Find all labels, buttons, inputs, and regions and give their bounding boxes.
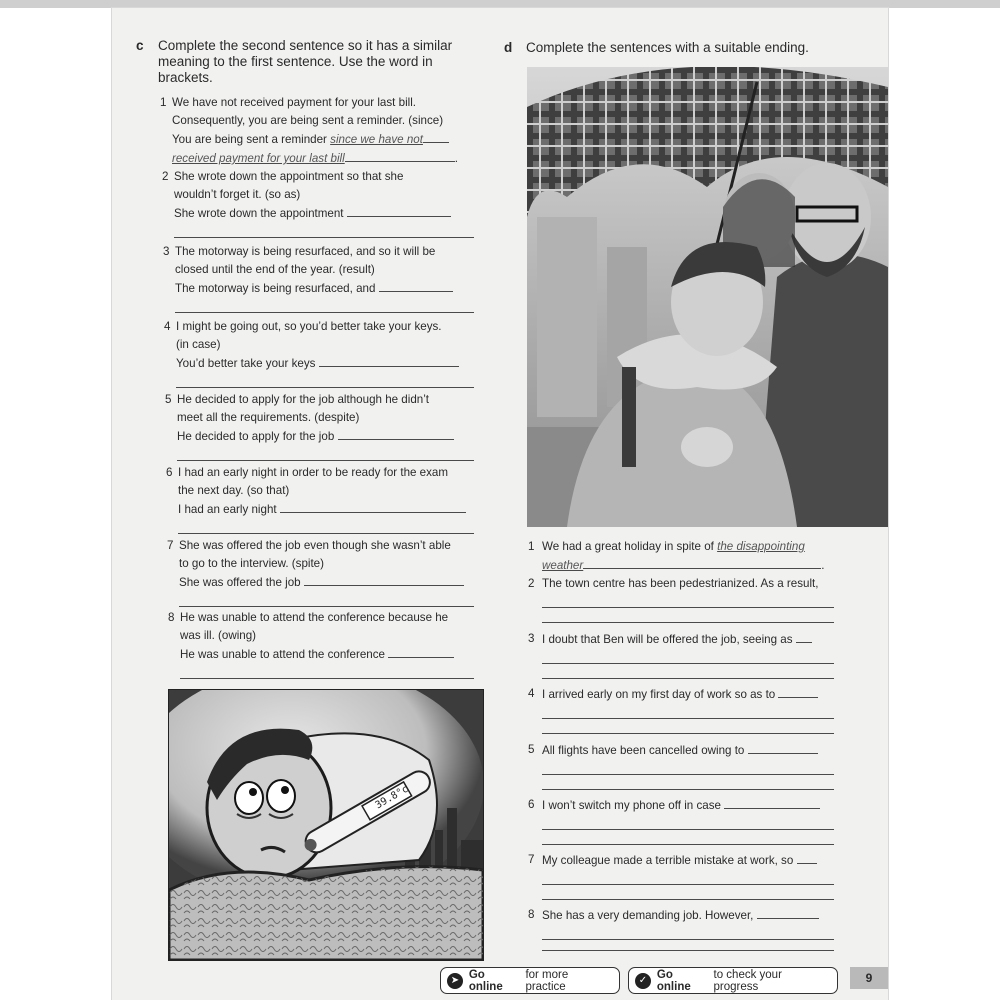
item-text: My colleague made a terrible mistake at work, so (542, 854, 794, 867)
item-number: 2 (162, 170, 169, 183)
answer-blank[interactable] (724, 796, 820, 809)
item-text: She has a very demanding job. However, (542, 909, 754, 922)
section-c-instruction-line: brackets. (158, 70, 213, 85)
answer-blank[interactable] (542, 704, 834, 719)
answer-blank[interactable] (338, 427, 454, 440)
answer-prefix: You are being sent a reminder (172, 133, 327, 146)
item-number: 4 (164, 320, 171, 333)
answer-prefix: I had an early night (178, 503, 277, 516)
answer-prefix: She was offered the job (179, 576, 301, 589)
exercise-d-item-4 (528, 685, 838, 734)
item-text: He decided to apply for the job although he didn’t (177, 393, 430, 406)
answer-blank[interactable] (542, 885, 834, 900)
item-text: All flights have been cancelled owing to (542, 744, 745, 757)
go-online-practice-button[interactable] (440, 967, 620, 994)
section-c-instruction-line: meaning to the first sentence. Use the word in (158, 54, 433, 69)
item-number: 8 (168, 611, 175, 624)
exercise-c-item-4 (164, 318, 478, 388)
item-number: 7 (167, 539, 174, 552)
answer-blank[interactable] (542, 925, 834, 940)
thermometer-reading: 39.8°c (373, 783, 411, 812)
answer-blank[interactable] (542, 760, 834, 775)
answer-blank[interactable] (179, 592, 474, 607)
sick-man-illustration (168, 689, 484, 961)
answer-blank[interactable] (748, 741, 818, 754)
exercise-c-item-7 (167, 537, 478, 607)
item-number: 1 (528, 540, 535, 553)
answer-prefix: You’d better take your keys (176, 357, 316, 370)
exercise-d-item-8 (528, 906, 838, 951)
item-number: 4 (528, 687, 535, 700)
answer-blank[interactable] (180, 664, 474, 679)
answer-blank[interactable] (583, 556, 821, 569)
answer-blank[interactable] (797, 851, 817, 864)
answer-blank[interactable] (304, 573, 464, 586)
answer-blank[interactable] (542, 815, 834, 830)
item-text: the next day. (so that) (178, 484, 290, 497)
answer-blank[interactable] (174, 223, 474, 238)
answer-blank[interactable] (542, 593, 834, 608)
item-text: I won’t switch my phone off in case (542, 799, 721, 812)
answer-blank[interactable] (542, 775, 834, 790)
exercise-d-item-3 (528, 630, 838, 679)
family-umbrella-photo (527, 67, 888, 527)
item-text: I doubt that Ben will be offered the job, seeing as (542, 633, 793, 646)
item-text: closed until the end of the year. (result) (175, 263, 375, 276)
page-top-edge (0, 0, 1000, 8)
item-text: wouldn’t forget it. (so as) (174, 188, 301, 201)
answer-blank[interactable] (175, 298, 474, 313)
answer-prefix: He was unable to attend the conference (180, 648, 385, 661)
answer-blank[interactable] (542, 664, 834, 679)
answer-blank[interactable] (542, 608, 834, 623)
answer-blank[interactable] (280, 500, 466, 513)
answer-blank[interactable] (379, 279, 453, 292)
exercise-c-item-2 (162, 168, 478, 238)
handwritten-answer: since we have not (330, 133, 423, 146)
answer-blank[interactable] (177, 446, 474, 461)
item-number: 8 (528, 908, 535, 921)
handwritten-answer: weather (542, 559, 584, 572)
exercise-c-item-1: 1 We have not received payment for your last bill. Consequently, you are being sent a reminder. (since) You are being sent a reminder since we have not received payment for your last bill . (172, 94, 478, 168)
exercise-d-item-1: 1 We had a great holiday in spite of the disappointing weather . (528, 540, 825, 572)
button-label: to check your progress (713, 968, 782, 993)
exercise-d-item-7 (528, 851, 838, 900)
sick-man-drawing (169, 690, 483, 960)
answer-blank[interactable] (542, 870, 834, 885)
answer-blank[interactable] (178, 519, 474, 534)
item-text: The town centre has been pedestrianized. As a result, (542, 577, 819, 590)
item-text: meet all the requirements. (despite) (177, 411, 360, 424)
button-label: for more practice (525, 968, 569, 993)
answer-blank[interactable] (347, 204, 451, 217)
item-number: 6 (528, 798, 535, 811)
answer-blank[interactable] (542, 830, 834, 845)
item-text: Consequently, you are being sent a reminder. (since) (172, 114, 444, 127)
answer-blank[interactable] (796, 630, 812, 643)
item-text: The motorway is being resurfaced, and so it will be (175, 245, 436, 258)
item-text: She wrote down the appointment so that she (174, 170, 404, 183)
item-number: 6 (166, 466, 173, 479)
checkmark-icon: ✓ (635, 973, 651, 989)
go-online-progress-button[interactable] (628, 967, 838, 994)
section-c-instruction-line: Complete the second sentence so it has a similar (158, 38, 453, 53)
exercise-d-item-2 (528, 575, 838, 623)
item-number: 3 (163, 245, 170, 258)
item-text: She was offered the job even though she wasn’t able (179, 539, 451, 552)
item-number: 7 (528, 853, 535, 866)
answer-blank[interactable] (542, 719, 834, 734)
section-d-instruction: Complete the sentences with a suitable ending. (526, 40, 809, 55)
answer-prefix: The motorway is being resurfaced, and (175, 282, 376, 295)
answer-blank[interactable] (423, 130, 449, 143)
item-number: 1 (160, 96, 167, 109)
answer-blank[interactable] (388, 645, 454, 658)
family-umbrella-drawing (527, 67, 888, 527)
item-number: 3 (528, 632, 535, 645)
answer-blank[interactable] (778, 685, 818, 698)
item-text: I had an early night in order to be ready for the exam (178, 466, 449, 479)
item-number: 5 (528, 743, 535, 756)
item-text: was ill. (owing) (180, 629, 257, 642)
section-c-letter: c (136, 38, 144, 53)
section-d-letter: d (504, 40, 513, 55)
answer-blank[interactable] (319, 354, 459, 367)
exercise-c-item-3 (163, 243, 478, 313)
button-bold-label: Go online (468, 968, 503, 993)
answer-blank[interactable] (542, 649, 834, 664)
section-c-heading (136, 38, 488, 86)
item-number: 5 (165, 393, 172, 406)
exercise-c-item-6 (166, 464, 478, 534)
exercise-c-item-8 (168, 609, 478, 679)
button-bold-label: Go online (656, 968, 691, 993)
item-text: I might be going out, so you’d better take your keys. (176, 320, 442, 333)
item-text: to go to the interview. (spite) (179, 557, 324, 570)
item-number: 2 (528, 577, 535, 590)
handwritten-answer: received payment for your last bill (172, 152, 345, 165)
handwritten-answer: the disappointing (717, 540, 805, 553)
page-number: 9 (850, 967, 888, 989)
section-d-heading (504, 40, 866, 56)
item-text: We had a great holiday in spite of (542, 540, 714, 553)
answer-blank[interactable] (757, 906, 819, 919)
item-text: We have not received payment for your last bill. (172, 96, 417, 109)
cursor-click-icon: ➤ (447, 973, 463, 989)
answer-prefix: She wrote down the appointment (174, 207, 344, 220)
answer-blank[interactable] (176, 373, 474, 388)
answer-blank[interactable] (542, 940, 834, 951)
item-text: He was unable to attend the conference because he (180, 611, 449, 624)
exercise-c-item-5 (165, 391, 478, 461)
item-text: (in case) (176, 338, 221, 351)
item-text: I arrived early on my first day of work so as to (542, 688, 776, 701)
answer-prefix: He decided to apply for the job (177, 430, 335, 443)
answer-blank[interactable] (345, 149, 455, 162)
exercise-d-item-6 (528, 796, 838, 845)
exercise-d-item-5 (528, 741, 838, 790)
